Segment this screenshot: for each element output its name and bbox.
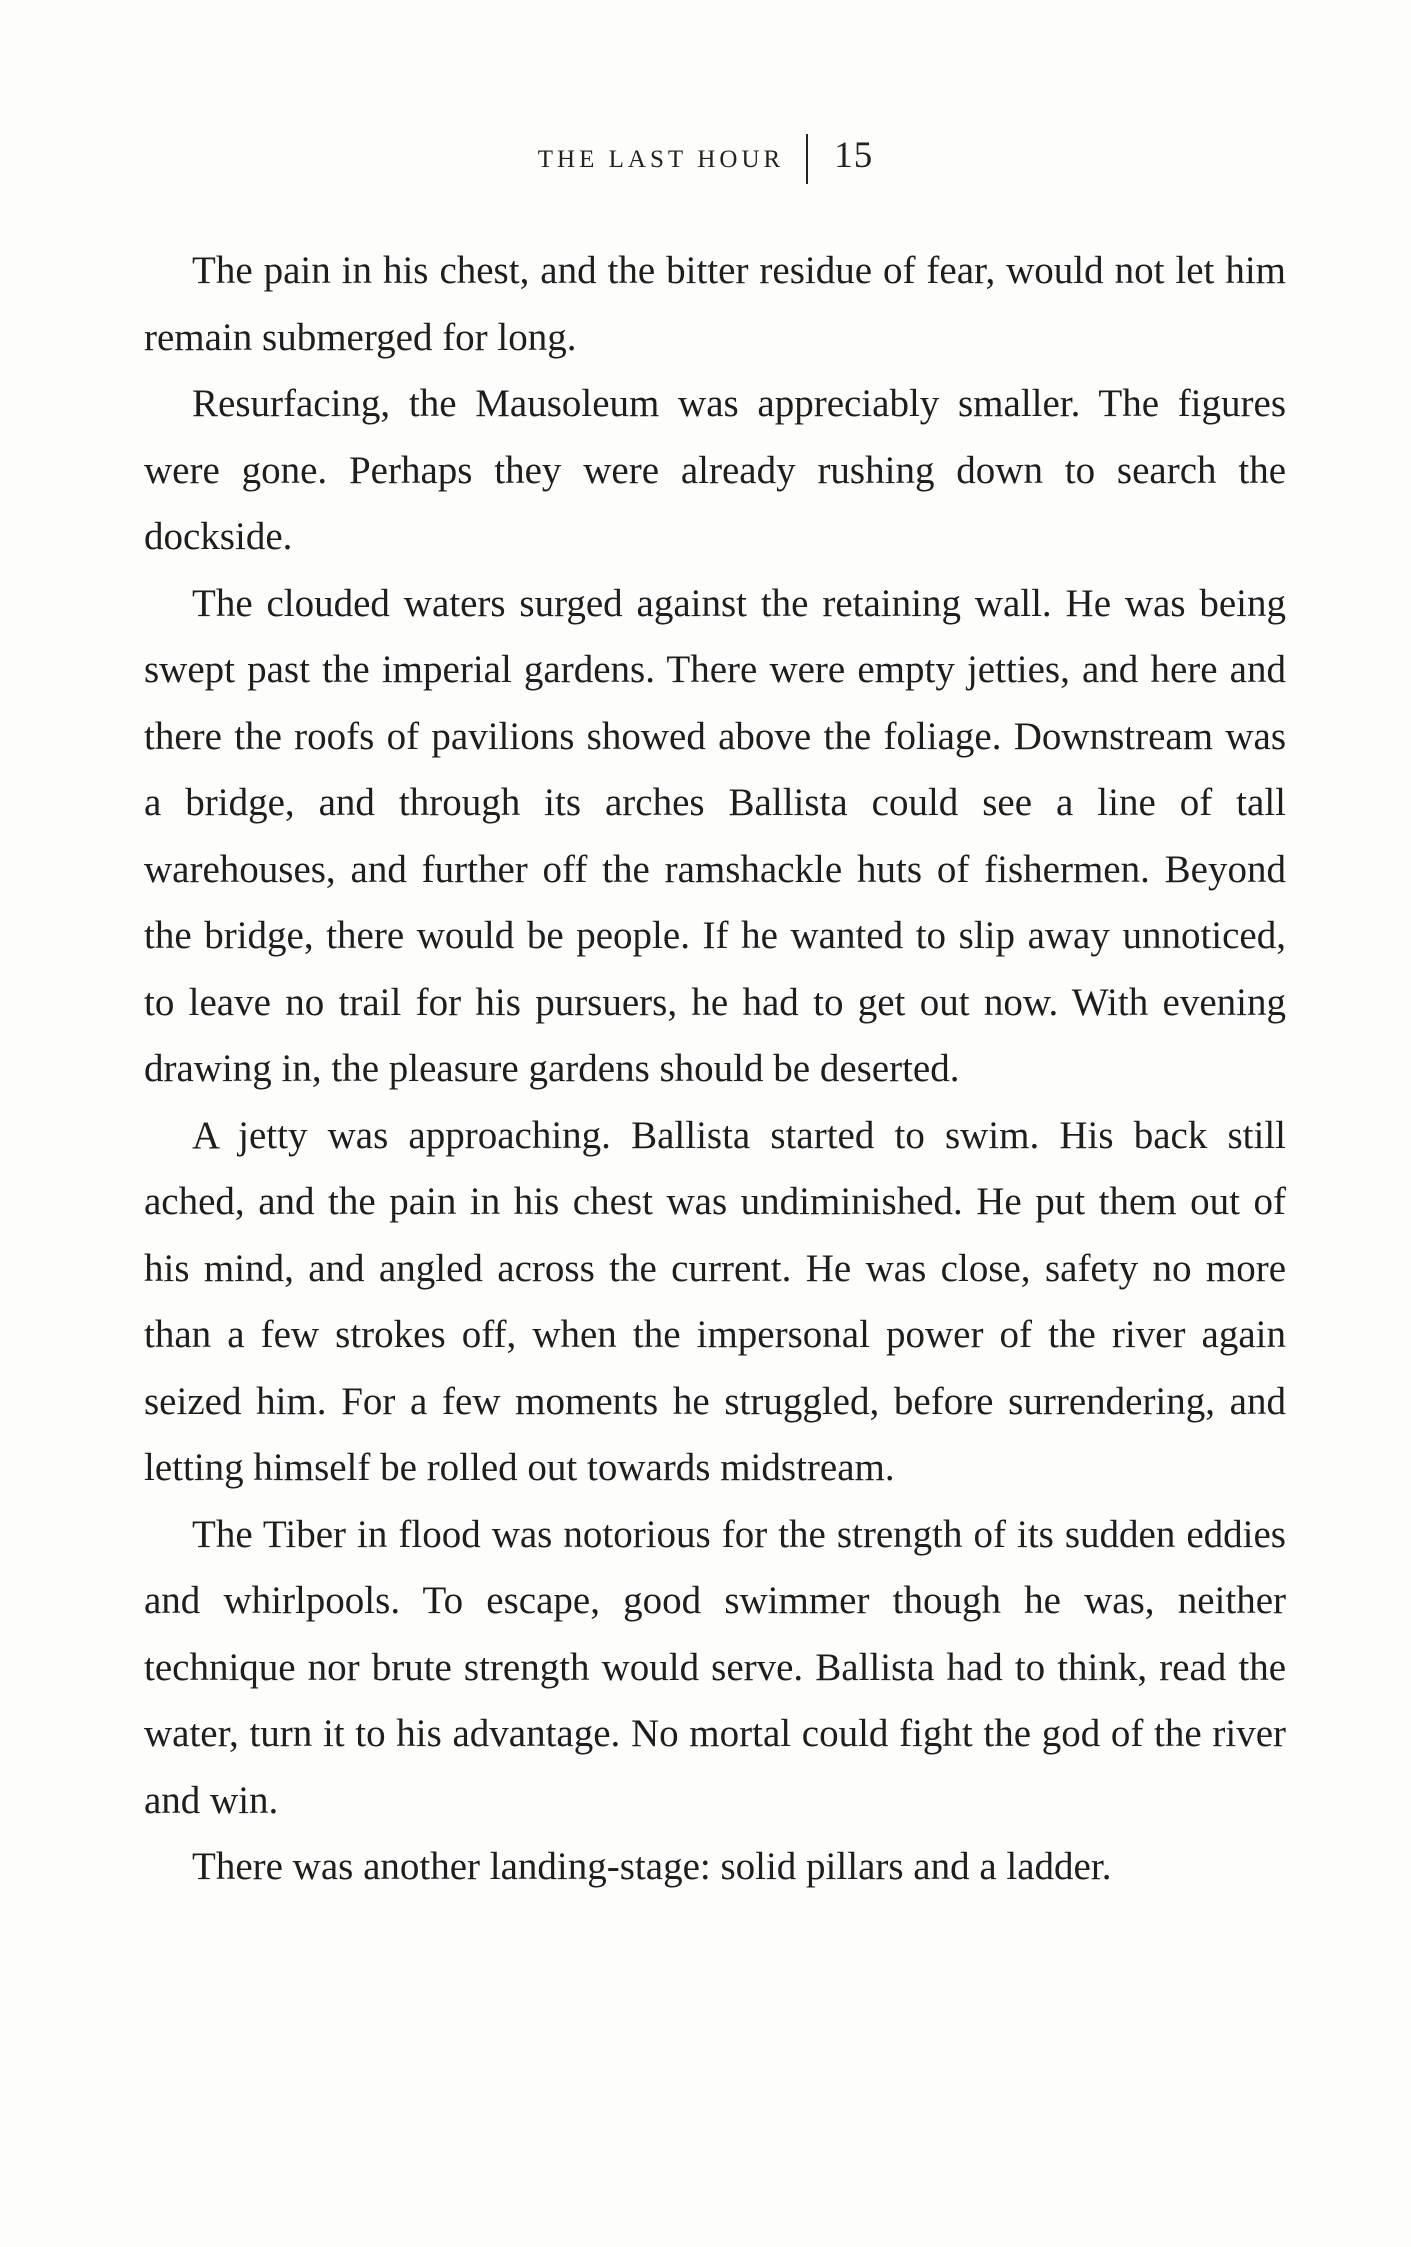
paragraph: The clouded waters surged against the retaining wall. He was being swept past the imperial gardens. There were empty jetties, and here and there the roofs of pavilions showed above the foliage. Downstream was a bridge, and through its arches Ballista could see a line of tall warehouses, and further off the ramshackle huts of fishermen. Beyond the bridge, there would be people. If he wanted to slip away unnoticed, to leave no trail for his pursuers, he had to get out now. With evening drawing in, the pleasure gardens should be deserted. xyxy=(144,581,1286,1090)
paragraph: Resurfacing, the Mausoleum was appreciably smaller. The figures were gone. Perhaps they were already rushing down to search the dockside. xyxy=(144,382,1286,558)
paragraph: The Tiber in flood was notorious for the strength of its sudden eddies and whirlpools. To escape, good swimmer though he was, neither technique nor brute strength would serve. Ballista had to think, read the water, turn it to his advantage. No mortal could fight the god of the river and win. xyxy=(144,1512,1286,1822)
body-text xyxy=(144,238,1286,1901)
paragraph: The pain in his chest, and the bitter residue of fear, would not let him remain submerged for long. xyxy=(144,249,1286,359)
running-title: the last hour xyxy=(537,136,785,175)
page-number: 15 xyxy=(834,135,874,176)
paragraph: A jetty was approaching. Ballista started to swim. His back still ached, and the pain in his chest was undiminished. He put them out of his mind, and angled across the current. He was close, safety no more than a few strokes off, when the impersonal power of the river again seized him. For a few moments he struggled, before surrendering, and letting himself be rolled out towards midstream. xyxy=(144,1113,1286,1489)
paragraph: There was another landing-stage: solid pillars and a ladder. xyxy=(192,1845,1112,1888)
header-separator xyxy=(806,134,808,184)
running-head xyxy=(0,128,1411,184)
